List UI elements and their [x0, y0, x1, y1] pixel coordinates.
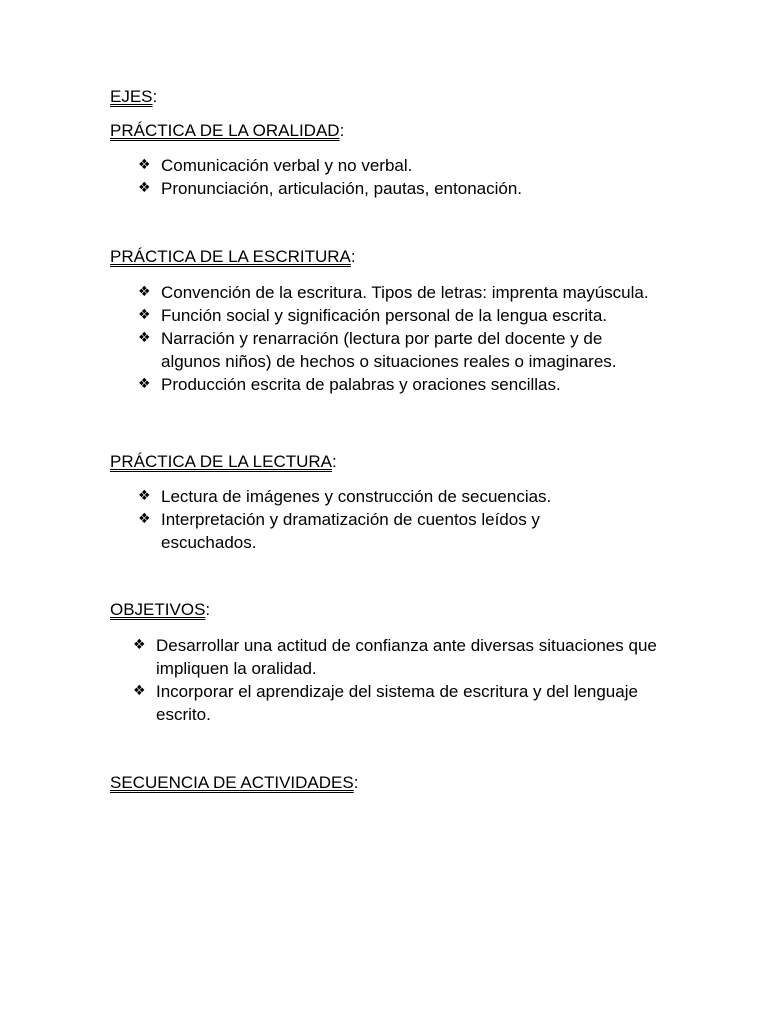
- escritura-list: [138, 281, 658, 396]
- heading-escritura-label: PRÁCTICA DE LA ESCRITURA: [110, 247, 351, 266]
- heading-secuencia-label: SECUENCIA DE ACTIVIDADES: [110, 773, 354, 792]
- list-item: [133, 634, 673, 680]
- list-item-text: Interpretación y dramatización de cuentos leídos y escuchados.: [161, 510, 540, 552]
- list-item: [138, 177, 678, 200]
- heading-escritura-colon: :: [350, 247, 356, 266]
- heading-lectura-label: PRÁCTICA DE LA LECTURA: [110, 452, 333, 471]
- heading-objetivos-colon: :: [205, 600, 211, 619]
- heading-ejes-label: EJES: [110, 87, 153, 106]
- list-item: [138, 485, 608, 508]
- heading-ejes-colon: :: [152, 87, 158, 106]
- heading-secuencia-colon: :: [353, 773, 359, 792]
- list-item-text: Convención de la escritura. Tipos de letras: imprenta mayúscula.: [161, 283, 649, 302]
- diamond-bullet-icon: ❖: [138, 376, 151, 392]
- list-item-text: Producción escrita de palabras y oraciones sencillas.: [161, 375, 561, 394]
- oralidad-list: [138, 154, 678, 200]
- list-item: [138, 304, 658, 327]
- list-item: [138, 327, 658, 373]
- list-item-text: Comunicación verbal y no verbal.: [161, 156, 413, 175]
- list-item-text: Función social y significación personal de la lengua escrita.: [161, 306, 608, 325]
- diamond-bullet-icon: ❖: [133, 637, 146, 653]
- diamond-bullet-icon: ❖: [138, 330, 151, 346]
- diamond-bullet-icon: ❖: [138, 157, 151, 173]
- list-item: [138, 508, 608, 554]
- heading-oralidad-label: PRÁCTICA DE LA ORALIDAD: [110, 121, 340, 140]
- heading-objetivos-label: OBJETIVOS: [110, 600, 206, 619]
- objetivos-list: [133, 634, 673, 726]
- diamond-bullet-icon: ❖: [138, 180, 151, 196]
- heading-objetivos: [110, 600, 210, 620]
- heading-oralidad: [110, 121, 344, 141]
- heading-escritura: [110, 247, 356, 267]
- list-item-text: Lectura de imágenes y construcción de secuencias.: [161, 487, 552, 506]
- lectura-list: [138, 485, 608, 554]
- diamond-bullet-icon: ❖: [138, 284, 151, 300]
- diamond-bullet-icon: ❖: [133, 683, 146, 699]
- heading-lectura: [110, 452, 337, 472]
- list-item-text: Desarrollar una actitud de confianza ante diversas situaciones que impliquen la oralidad.: [156, 636, 657, 678]
- heading-ejes: [110, 87, 157, 107]
- list-item-text: Pronunciación, articulación, pautas, entonación.: [161, 179, 523, 198]
- list-item: [138, 154, 678, 177]
- list-item: [133, 680, 673, 726]
- heading-secuencia: [110, 773, 358, 793]
- list-item: [138, 373, 658, 396]
- diamond-bullet-icon: ❖: [138, 488, 151, 504]
- list-item-text: Incorporar el aprendizaje del sistema de escritura y del lenguaje escrito.: [156, 682, 638, 724]
- heading-oralidad-colon: :: [339, 121, 345, 140]
- heading-lectura-colon: :: [332, 452, 337, 471]
- diamond-bullet-icon: ❖: [138, 307, 151, 323]
- diamond-bullet-icon: ❖: [138, 511, 151, 527]
- list-item-text: Narración y renarración (lectura por parte del docente y de algunos niños) de hechos o situaciones reales o imaginares.: [161, 329, 617, 371]
- list-item: [138, 281, 658, 304]
